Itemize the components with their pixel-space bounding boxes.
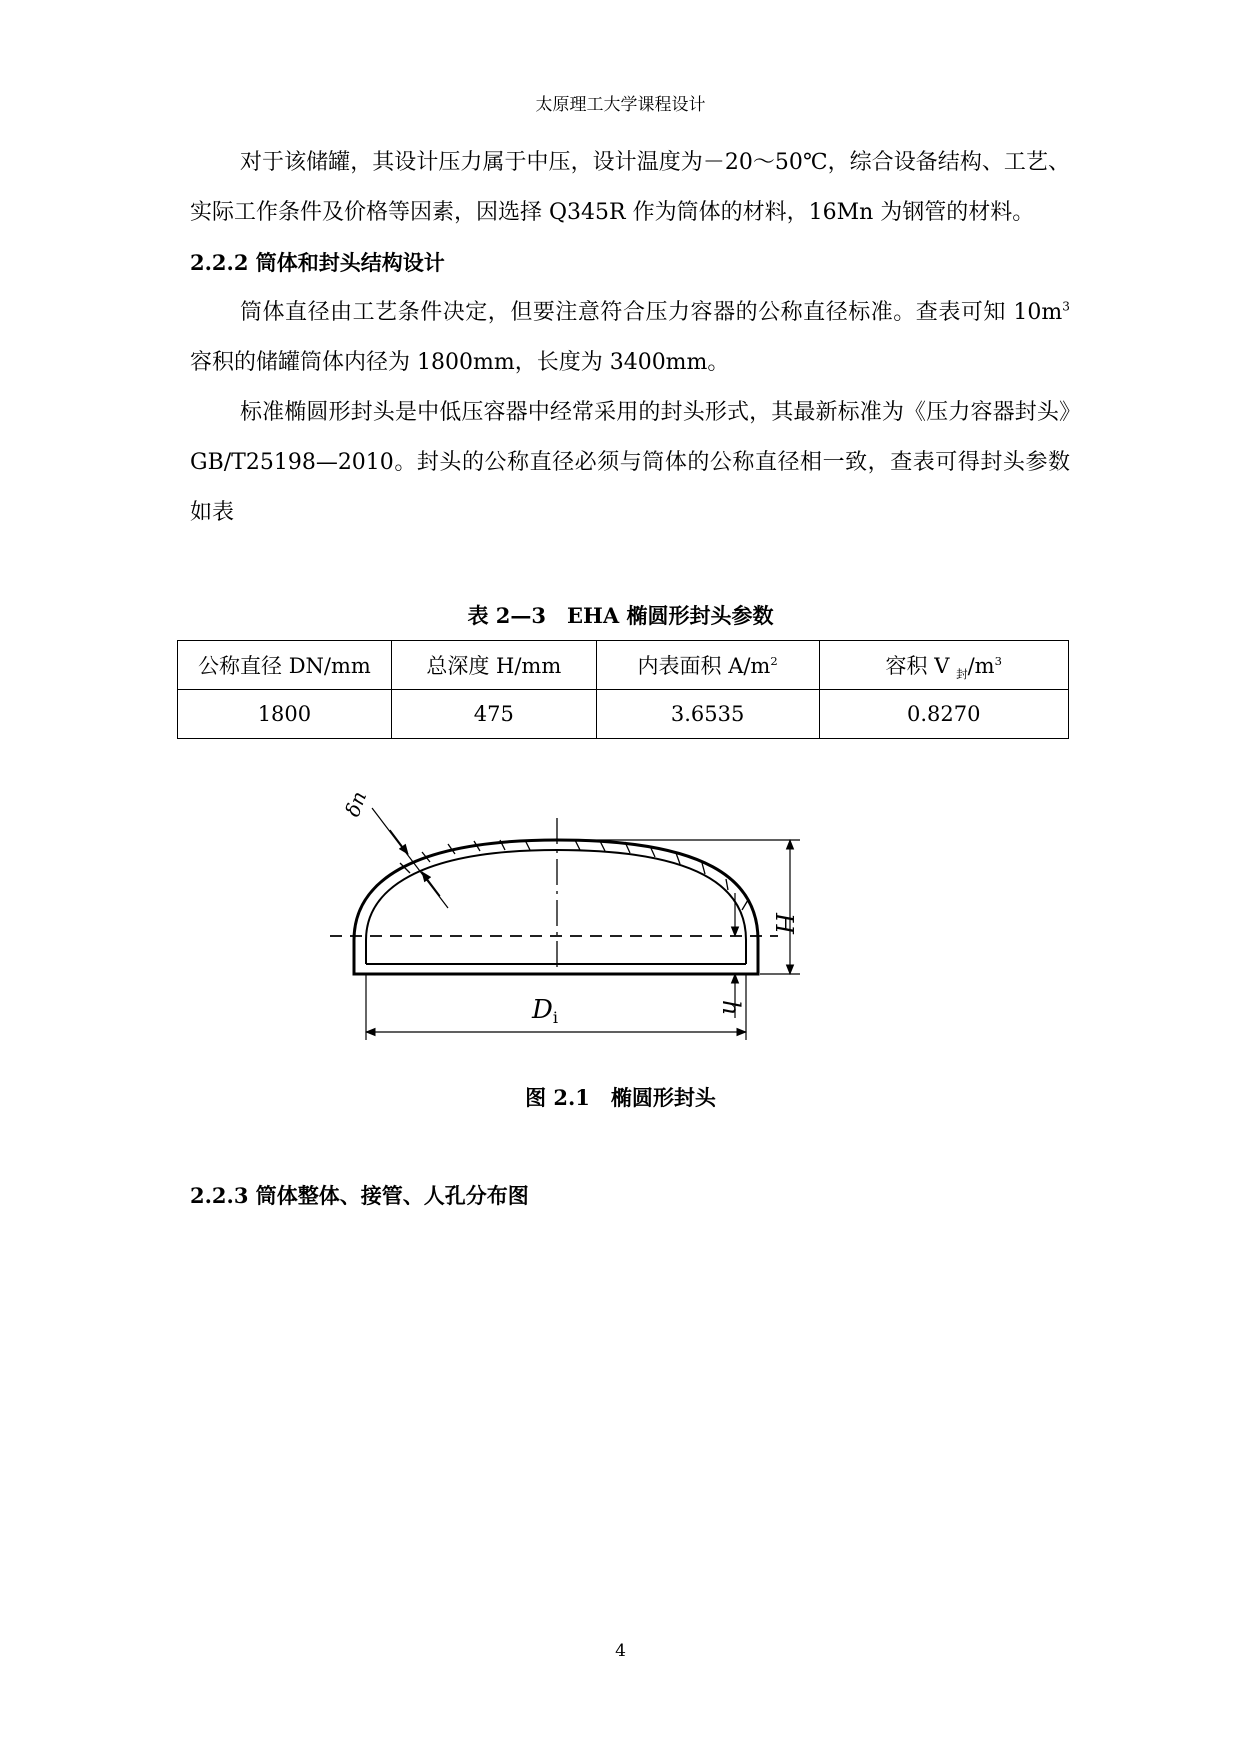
dim-delta-leader: [372, 808, 448, 908]
dim-delta-arrow-inner: [422, 872, 440, 896]
dim-delta-arrow-outer: [390, 830, 408, 854]
section-heading-2-2-2: 2.2.2 筒体和封头结构设计: [190, 250, 445, 275]
paragraph-material-selection: 对于该储罐，其设计压力属于中压，设计温度为－20～50℃，综合设备结构、工艺、实际工作条件及价格等因素，因选择 Q345R 作为筒体的材料，16Mn 为钢管的材料。: [190, 150, 1070, 225]
header-cell-depth: 总深度 H/mm: [391, 641, 596, 690]
elliptical-head-figure: [330, 778, 890, 1058]
table-caption: 表 2—3 EHA 椭圆形封头参数: [467, 603, 774, 628]
body-block-2: [190, 1171, 1070, 1221]
paragraph-head-standard: 标准椭圆形封头是中低压容器中经常采用的封头形式，其最新标准为《压力容器封头》GB/T25198—2010。封头的公称直径必须与筒体的公称直径相一致，查表可得封头参数如表: [190, 400, 1070, 525]
cell-area-value: 3.6535: [596, 690, 819, 739]
dim-H-label: H: [770, 913, 798, 934]
cell-volume-value: 0.8270: [819, 690, 1069, 739]
head-inner-contour: [366, 850, 746, 964]
page-number: 4: [615, 1641, 626, 1661]
dim-Di-label: Di: [532, 995, 558, 1027]
head-outer-contour: [354, 840, 758, 974]
table-row: [178, 690, 1069, 739]
section-heading-2-2-3: 2.2.3 筒体整体、接管、人孔分布图: [190, 1183, 529, 1208]
table-header-row: [178, 641, 1069, 690]
body-block-1: [190, 138, 1070, 538]
cell-diameter-value: 1800: [178, 690, 392, 739]
dim-h-label: h: [717, 1000, 745, 1016]
header-cell-diameter: 公称直径 DN/mm: [178, 641, 392, 690]
figure-caption: 图 2.1 椭圆形封头: [525, 1085, 716, 1110]
header-cell-area: 内表面积 $A/m^2$: [596, 641, 819, 690]
head-parameter-table: [177, 640, 1069, 739]
header-cell-volume: 容积 V $_封/m^3$: [819, 641, 1069, 690]
page-header: 太原理工大学课程设计: [535, 95, 706, 115]
elliptical-head-drawing: [330, 778, 890, 1058]
cell-depth-value: 475: [391, 690, 596, 739]
dim-delta-label: δn: [340, 788, 372, 820]
paragraph-shell-diameter: 筒体直径由工艺条件决定，但要注意符合压力容器的公称直径标准。查表可知 $10m^3$ 容积的储罐筒体内径为 1800mm，长度为 3400mm。: [190, 299, 1070, 375]
